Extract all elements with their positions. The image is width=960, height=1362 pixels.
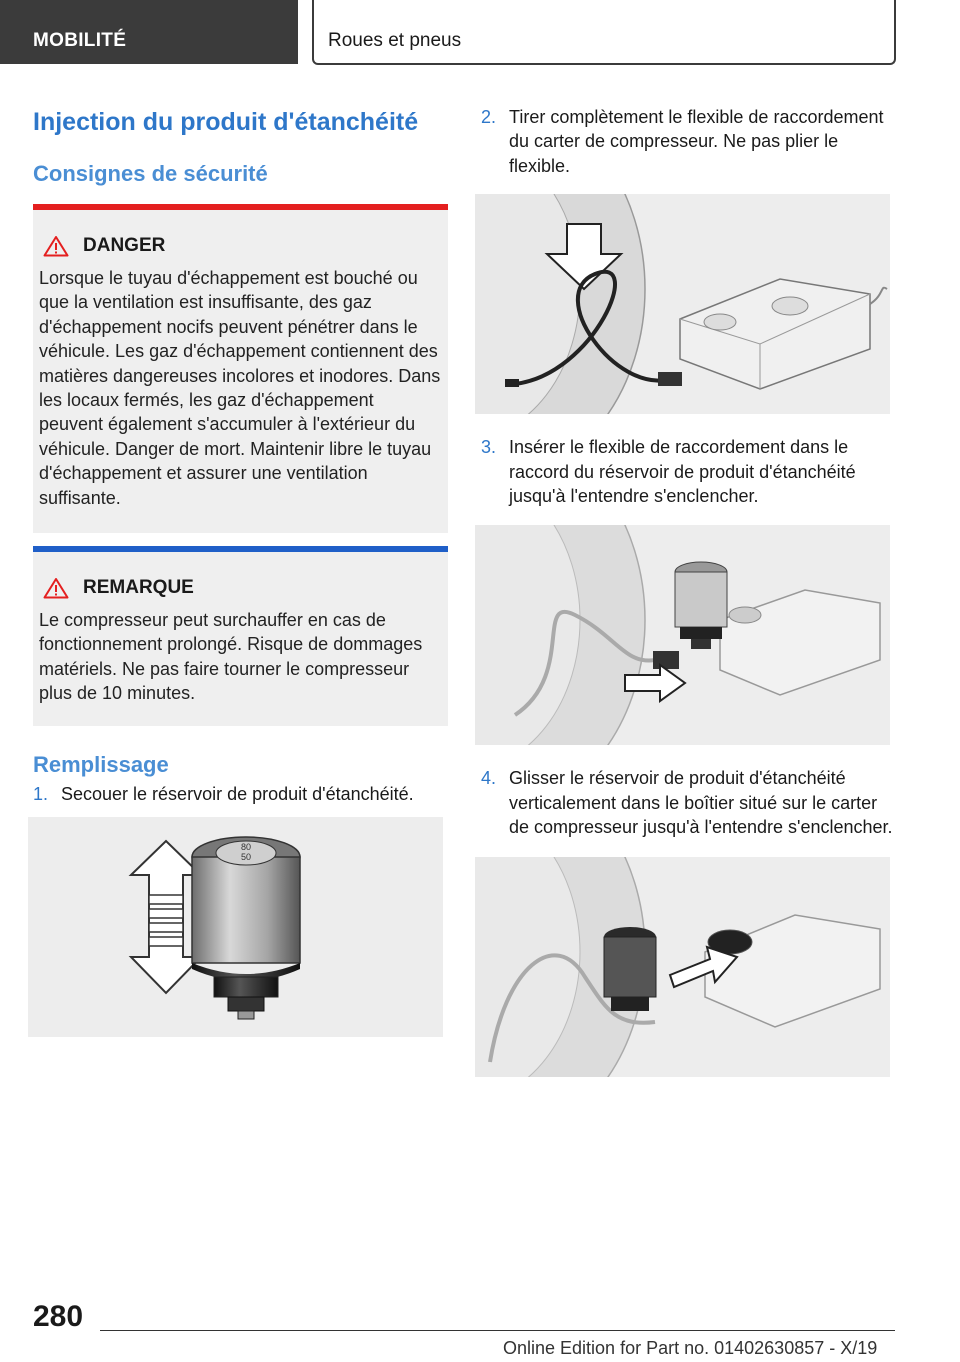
note-title-row [39,576,442,600]
safety-heading: Consignes de sécurité [33,161,268,186]
topic-header: Roues et pneus [312,0,896,65]
danger-notice [33,204,448,533]
step-text: Tirer complètement le flexible de raccordement du carter de compresseur. Ne pas plier le flexible. [509,107,884,176]
bottle-label-bottom: 50 [240,852,252,863]
shake-bottle-figure [28,817,443,1037]
warning-triangle-icon [43,235,69,257]
step-1 [33,782,448,806]
fill-heading: Remplissage [33,752,169,777]
warning-triangle-icon [43,577,69,599]
right-column [481,105,896,1077]
note-notice [33,546,448,726]
page-number: 280 [33,1300,84,1333]
note-title: REMARQUE [83,577,194,598]
connect-hose-illustration [475,525,890,745]
step-number: 3. [481,437,497,458]
step-3 [481,435,896,508]
bottle-label-top: 80 [240,842,252,853]
section-tab: MOBILITÉ [0,0,298,64]
step-number: 4. [481,768,497,789]
pull-hose-illustration [475,194,890,414]
left-column [33,100,448,1037]
step-2 [481,105,896,178]
step-text: Secouer le réservoir de produit d'étanchéité. [61,784,414,804]
step-text: Insérer le flexible de raccordement dans le raccord du réservoir de produit d'étanchéité jusqu'à l'entendre s'enclencher. [509,437,856,507]
shake-bottle-illustration [28,817,443,1037]
note-body: Le compresseur peut surchauffer en cas de fonctionnement prolongé. Risque de dommages matériels. Ne pas faire tourner le compresseur plus de 10 minutes. [39,610,423,704]
insert-bottle-illustration [475,857,890,1077]
step-text: Glisser le réservoir de produit d'étanchéité verticalement dans le boîtier situé sur le carter de compresseur jusqu'à l'entendre s'enclencher. [509,768,893,838]
footer-divider [100,1330,895,1331]
connect-hose-figure [475,525,890,745]
page-title: Injection du produit d'étanchéité [33,108,419,136]
edition-footer: Online Edition for Part no. 01402630857 - X/19 [503,1338,878,1358]
danger-body: Lorsque le tuyau d'échappement est bouché ou que la ventilation est insuffisante, des gaz d'échappement nocifs peuvent pénétrer dans le véhicule. Les gaz d'échappement contiennent des matières dangereuses incolores et inodores. Dans les locaux fermés, les gaz d'échappement peuvent également s'accumuler à l'extérieur du véhicule. Danger de mort. Maintenir libre le tuyau d'échappement et assurer une ventilation suffisante. [39,268,441,508]
step-number: 1. [33,784,49,804]
pull-hose-figure [475,194,890,414]
step-number: 2. [481,107,497,127]
danger-title: DANGER [83,235,166,256]
insert-bottle-figure [475,857,890,1077]
danger-title-row [39,234,442,258]
step-4 [481,766,896,839]
